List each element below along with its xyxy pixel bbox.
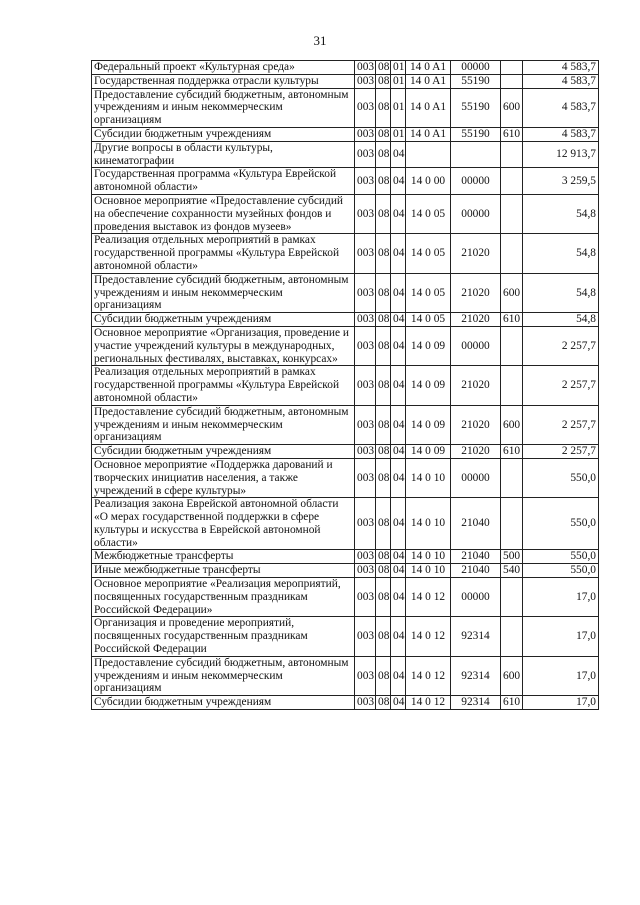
direction-code: 92314: [451, 696, 501, 710]
direction-code: 55190: [451, 127, 501, 141]
amount: 4 583,7: [523, 61, 599, 75]
amount: 3 259,5: [523, 168, 599, 195]
program-code: 14 0 12: [406, 617, 451, 656]
row-name: Государственная программа «Культура Еврейской автономной области»: [92, 168, 355, 195]
budget-table-body: [92, 61, 599, 710]
program-code: 14 0 05: [406, 194, 451, 233]
ministry-code: 003: [355, 194, 376, 233]
subsection-code: 04: [391, 578, 406, 617]
row-name: Реализация отдельных мероприятий в рамках государственной программы «Культура Еврейской автономной области»: [92, 366, 355, 405]
expense-type-code: [501, 617, 523, 656]
ministry-code: 003: [355, 405, 376, 444]
program-code: 14 0 09: [406, 326, 451, 365]
program-code: 14 0 12: [406, 696, 451, 710]
section-code: 08: [376, 61, 391, 75]
expense-type-code: [501, 366, 523, 405]
row-name: Другие вопросы в области культуры, кинематографии: [92, 141, 355, 168]
amount: 17,0: [523, 617, 599, 656]
direction-code: 00000: [451, 194, 501, 233]
ministry-code: 003: [355, 445, 376, 459]
amount: 54,8: [523, 313, 599, 327]
subsection-code: 04: [391, 141, 406, 168]
section-code: 08: [376, 366, 391, 405]
amount: 550,0: [523, 458, 599, 497]
expense-type-code: 500: [501, 550, 523, 564]
program-code: 14 0 09: [406, 445, 451, 459]
section-code: 08: [376, 273, 391, 312]
ministry-code: 003: [355, 458, 376, 497]
table-row: [92, 194, 599, 233]
ministry-code: 003: [355, 127, 376, 141]
ministry-code: 003: [355, 234, 376, 273]
program-code: 14 0 A1: [406, 61, 451, 75]
amount: 54,8: [523, 273, 599, 312]
subsection-code: 04: [391, 564, 406, 578]
expense-type-code: 540: [501, 564, 523, 578]
table-row: [92, 127, 599, 141]
direction-code: 21020: [451, 445, 501, 459]
row-name: Организация и проведение мероприятий, посвященных государственным праздникам Российской Федерации: [92, 617, 355, 656]
section-code: 08: [376, 127, 391, 141]
expense-type-code: 610: [501, 696, 523, 710]
subsection-code: 01: [391, 127, 406, 141]
row-name: Субсидии бюджетным учреждениям: [92, 445, 355, 459]
table-row: [92, 458, 599, 497]
ministry-code: 003: [355, 498, 376, 550]
expense-type-code: [501, 61, 523, 75]
ministry-code: 003: [355, 656, 376, 695]
direction-code: 55190: [451, 88, 501, 127]
table-row: [92, 88, 599, 127]
program-code: 14 0 05: [406, 273, 451, 312]
direction-code: 00000: [451, 326, 501, 365]
table-row: [92, 313, 599, 327]
section-code: 08: [376, 578, 391, 617]
ministry-code: 003: [355, 168, 376, 195]
expense-type-code: [501, 458, 523, 497]
section-code: 08: [376, 194, 391, 233]
program-code: 14 0 09: [406, 405, 451, 444]
section-code: 08: [376, 141, 391, 168]
ministry-code: 003: [355, 696, 376, 710]
program-code: 14 0 05: [406, 313, 451, 327]
section-code: 08: [376, 656, 391, 695]
ministry-code: 003: [355, 74, 376, 88]
expense-type-code: 600: [501, 405, 523, 444]
amount: 2 257,7: [523, 366, 599, 405]
section-code: 08: [376, 696, 391, 710]
amount: 550,0: [523, 550, 599, 564]
subsection-code: 04: [391, 498, 406, 550]
table-row: [92, 74, 599, 88]
program-code: 14 0 10: [406, 564, 451, 578]
program-code: 14 0 12: [406, 656, 451, 695]
direction-code: 00000: [451, 61, 501, 75]
program-code: 14 0 10: [406, 498, 451, 550]
row-name: Субсидии бюджетным учреждениям: [92, 127, 355, 141]
subsection-code: 04: [391, 405, 406, 444]
program-code: 14 0 12: [406, 578, 451, 617]
table-row: [92, 578, 599, 617]
expense-type-code: [501, 194, 523, 233]
amount: 4 583,7: [523, 127, 599, 141]
table-row: [92, 445, 599, 459]
table-row: [92, 656, 599, 695]
amount: 54,8: [523, 194, 599, 233]
subsection-code: 04: [391, 194, 406, 233]
ministry-code: 003: [355, 617, 376, 656]
direction-code: [451, 141, 501, 168]
amount: 17,0: [523, 578, 599, 617]
ministry-code: 003: [355, 550, 376, 564]
ministry-code: 003: [355, 564, 376, 578]
subsection-code: 04: [391, 458, 406, 497]
subsection-code: 04: [391, 617, 406, 656]
section-code: 08: [376, 458, 391, 497]
subsection-code: 01: [391, 74, 406, 88]
direction-code: 21040: [451, 498, 501, 550]
row-name: Реализация отдельных мероприятий в рамках государственной программы «Культура Еврейской автономной области»: [92, 234, 355, 273]
row-name: Основное мероприятие «Организация, проведение и участие учреждений культуры в международных, региональных фестивалях, выставках, конкурсах»: [92, 326, 355, 365]
subsection-code: 01: [391, 61, 406, 75]
table-row: [92, 405, 599, 444]
table-row: [92, 696, 599, 710]
direction-code: 55190: [451, 74, 501, 88]
table-row: [92, 564, 599, 578]
row-name: Межбюджетные трансферты: [92, 550, 355, 564]
section-code: 08: [376, 405, 391, 444]
expense-type-code: 600: [501, 88, 523, 127]
table-row: [92, 234, 599, 273]
ministry-code: 003: [355, 313, 376, 327]
row-name: Реализация закона Еврейской автономной области «О мерах государственной поддержки в сфере культуры и искусства в Еврейской автономной области»: [92, 498, 355, 550]
row-name: Предоставление субсидий бюджетным, автономным учреждениям и иным некоммерческим организациям: [92, 405, 355, 444]
subsection-code: 04: [391, 656, 406, 695]
row-name: Государственная поддержка отрасли культуры: [92, 74, 355, 88]
ministry-code: 003: [355, 273, 376, 312]
ministry-code: 003: [355, 88, 376, 127]
table-row: [92, 498, 599, 550]
amount: 550,0: [523, 498, 599, 550]
table-row: [92, 168, 599, 195]
section-code: 08: [376, 234, 391, 273]
row-name: Основное мероприятие «Реализация мероприятий, посвященных государственным праздникам Российской Федерации»: [92, 578, 355, 617]
program-code: 14 0 00: [406, 168, 451, 195]
section-code: 08: [376, 617, 391, 656]
section-code: 08: [376, 445, 391, 459]
budget-table: [91, 60, 599, 710]
amount: 54,8: [523, 234, 599, 273]
ministry-code: 003: [355, 141, 376, 168]
direction-code: 21040: [451, 550, 501, 564]
section-code: 08: [376, 168, 391, 195]
subsection-code: 04: [391, 326, 406, 365]
section-code: 08: [376, 564, 391, 578]
section-code: 08: [376, 88, 391, 127]
program-code: 14 0 A1: [406, 88, 451, 127]
amount: 12 913,7: [523, 141, 599, 168]
row-name: Иные межбюджетные трансферты: [92, 564, 355, 578]
amount: 2 257,7: [523, 405, 599, 444]
row-name: Субсидии бюджетным учреждениям: [92, 313, 355, 327]
row-name: Субсидии бюджетным учреждениям: [92, 696, 355, 710]
expense-type-code: [501, 141, 523, 168]
row-name: Федеральный проект «Культурная среда»: [92, 61, 355, 75]
subsection-code: 04: [391, 445, 406, 459]
expense-type-code: 600: [501, 656, 523, 695]
section-code: 08: [376, 74, 391, 88]
subsection-code: 04: [391, 273, 406, 312]
table-row: [92, 366, 599, 405]
direction-code: 00000: [451, 578, 501, 617]
table-row: [92, 550, 599, 564]
program-code: 14 0 10: [406, 550, 451, 564]
expense-type-code: [501, 326, 523, 365]
expense-type-code: [501, 234, 523, 273]
amount: 17,0: [523, 696, 599, 710]
ministry-code: 003: [355, 326, 376, 365]
page-number: 31: [313, 33, 327, 48]
program-code: 14 0 A1: [406, 74, 451, 88]
table-row: [92, 141, 599, 168]
section-code: 08: [376, 313, 391, 327]
section-code: 08: [376, 326, 391, 365]
expense-type-code: 600: [501, 273, 523, 312]
amount: 4 583,7: [523, 88, 599, 127]
row-name: Основное мероприятие «Поддержка дарований и творческих инициатив населения, а также учреждений в сфере культуры»: [92, 458, 355, 497]
direction-code: 21040: [451, 564, 501, 578]
subsection-code: 01: [391, 88, 406, 127]
program-code: [406, 141, 451, 168]
program-code: 14 0 05: [406, 234, 451, 273]
expense-type-code: [501, 578, 523, 617]
program-code: 14 0 09: [406, 366, 451, 405]
subsection-code: 04: [391, 550, 406, 564]
expense-type-code: [501, 168, 523, 195]
direction-code: 00000: [451, 458, 501, 497]
row-name: Предоставление субсидий бюджетным, автономным учреждениям и иным некоммерческим организациям: [92, 656, 355, 695]
expense-type-code: [501, 74, 523, 88]
direction-code: 21020: [451, 273, 501, 312]
amount: 2 257,7: [523, 445, 599, 459]
subsection-code: 04: [391, 366, 406, 405]
subsection-code: 04: [391, 313, 406, 327]
subsection-code: 04: [391, 234, 406, 273]
table-row: [92, 617, 599, 656]
expense-type-code: 610: [501, 127, 523, 141]
row-name: Предоставление субсидий бюджетным, автономным учреждениям и иным некоммерческим организациям: [92, 273, 355, 312]
expense-type-code: 610: [501, 313, 523, 327]
ministry-code: 003: [355, 578, 376, 617]
expense-type-code: 610: [501, 445, 523, 459]
program-code: 14 0 10: [406, 458, 451, 497]
program-code: 14 0 A1: [406, 127, 451, 141]
row-name: Предоставление субсидий бюджетным, автономным учреждениям и иным некоммерческим организациям: [92, 88, 355, 127]
table-row: [92, 61, 599, 75]
expense-type-code: [501, 498, 523, 550]
table-row: [92, 273, 599, 312]
row-name: Основное мероприятие «Предоставление субсидий на обеспечение сохранности музейных фондов и проведения выставок из фондов музеев»: [92, 194, 355, 233]
amount: 17,0: [523, 656, 599, 695]
direction-code: 92314: [451, 617, 501, 656]
direction-code: 21020: [451, 234, 501, 273]
ministry-code: 003: [355, 61, 376, 75]
direction-code: 00000: [451, 168, 501, 195]
section-code: 08: [376, 498, 391, 550]
amount: 4 583,7: [523, 74, 599, 88]
direction-code: 21020: [451, 366, 501, 405]
subsection-code: 04: [391, 696, 406, 710]
direction-code: 21020: [451, 313, 501, 327]
ministry-code: 003: [355, 366, 376, 405]
amount: 2 257,7: [523, 326, 599, 365]
table-row: [92, 326, 599, 365]
amount: 550,0: [523, 564, 599, 578]
direction-code: 92314: [451, 656, 501, 695]
subsection-code: 04: [391, 168, 406, 195]
direction-code: 21020: [451, 405, 501, 444]
section-code: 08: [376, 550, 391, 564]
